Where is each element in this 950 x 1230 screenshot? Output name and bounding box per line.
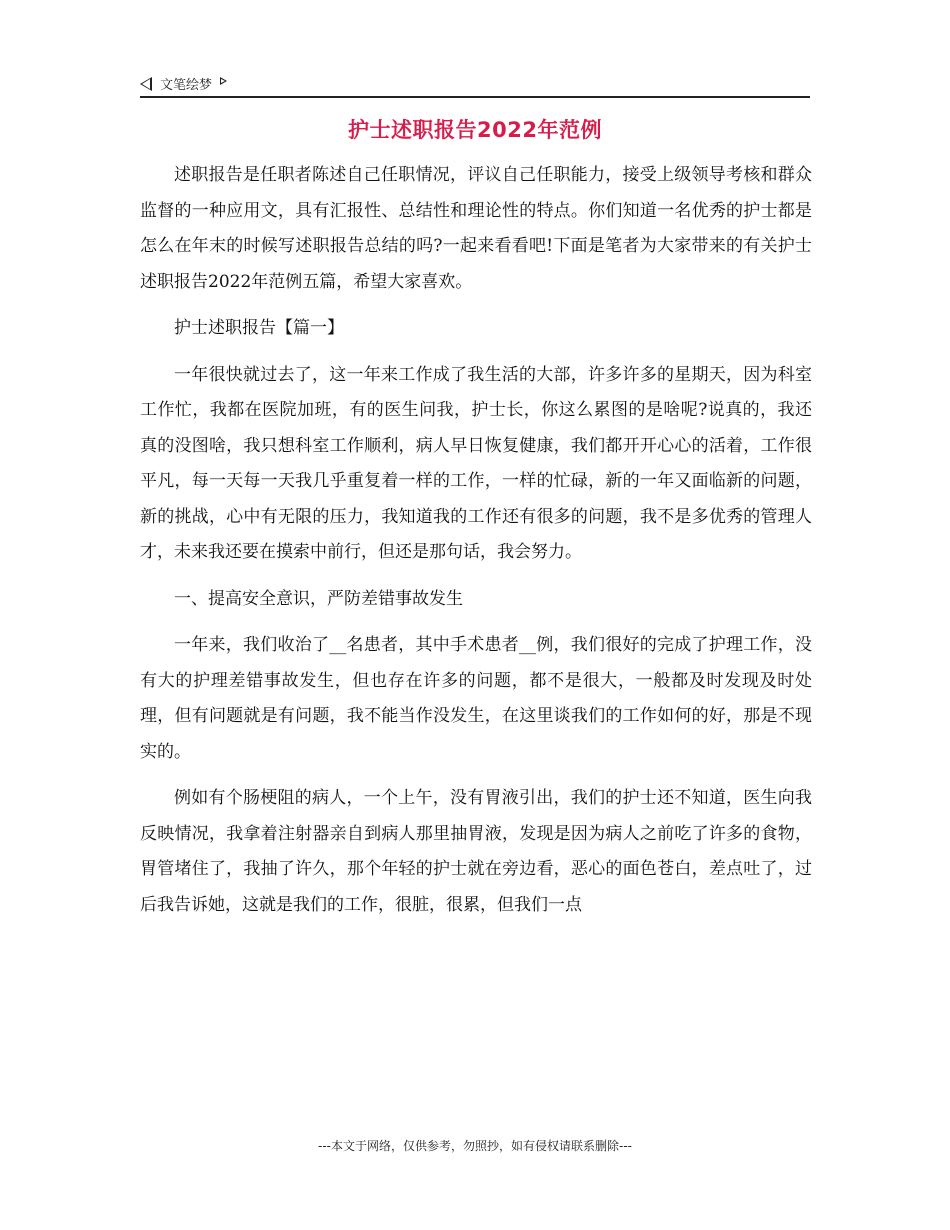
triangle-left-icon (140, 77, 152, 91)
document-title: 护士述职报告2022年范例 (348, 118, 602, 142)
section-heading-part-one: 护士述职报告【篇一】 (174, 318, 344, 338)
triangle-right-icon (220, 77, 227, 85)
intro-paragraph: 述职报告是任职者陈述自己任职情况，评议自己任职能力，接受上级领导考核和群众监督的一种应用文，具有汇报性、总结性和理论性的特点。你们知道一名优秀的护士都是怎么在年末的时候写述职报告总结的吗?一起来看看吧!下面是笔者为大家带来的有关护士述职报告2022年范例五篇，希望大家喜欢。 (140, 165, 812, 292)
body-paragraph: 例如有个肠梗阻的病人，一个上午，没有胃液引出，我们的护士还不知道，医生向我反映情况，我拿着注射器亲自到病人那里抽胃液，发现是因为病人之前吃了许多的食物，胃管堵住了，我抽了许久，那个年轻的护士就在旁边看，恶心的面色苍白，差点吐了，过后我告诉她，这就是我们的工作，很脏，很累，但我们一点 (140, 788, 812, 915)
body-paragraph: 一年来，我们收治了__名患者，其中手术患者__例，我们很好的完成了护理工作，没有大的护理差错事故发生，但也存在许多的问题，都不是很大，一般都及时发现及时处理，但有问题就是有问题，我不能当作没发生，在这里谈我们的工作如何的好，那是不现实的。 (140, 635, 812, 762)
disclaimer-footer: ---本文于网络，仅供参考，勿照抄，如有侵权请联系删除--- (318, 1139, 632, 1153)
brand (140, 74, 227, 93)
document-body (140, 158, 812, 934)
brand-name: 文笔绘梦 (160, 78, 213, 93)
body-paragraph: 一年很快就过去了，这一年来工作成了我生活的大部，许多许多的星期天，因为科室工作忙，我都在医院加班，有的医生问我，护士长，你这么累图的是啥呢?说真的，我还真的没图啥，我只想科室工作顺利，病人早日恢复健康，我们都开开心心的活着，工作很平凡，每一天每一天我几乎重复着一样的工作，一样的忙碌，新的一年又面临新的问题，新的挑战，心中有无限的压力，我知道我的工作还有很多的问题，我不是多优秀的管理人才，未来我还要在摸索中前行，但还是那句话，我会努力。 (140, 364, 812, 562)
section-heading-safety: 一、提高安全意识，严防差错事故发生 (174, 588, 463, 609)
document-header (140, 72, 810, 98)
